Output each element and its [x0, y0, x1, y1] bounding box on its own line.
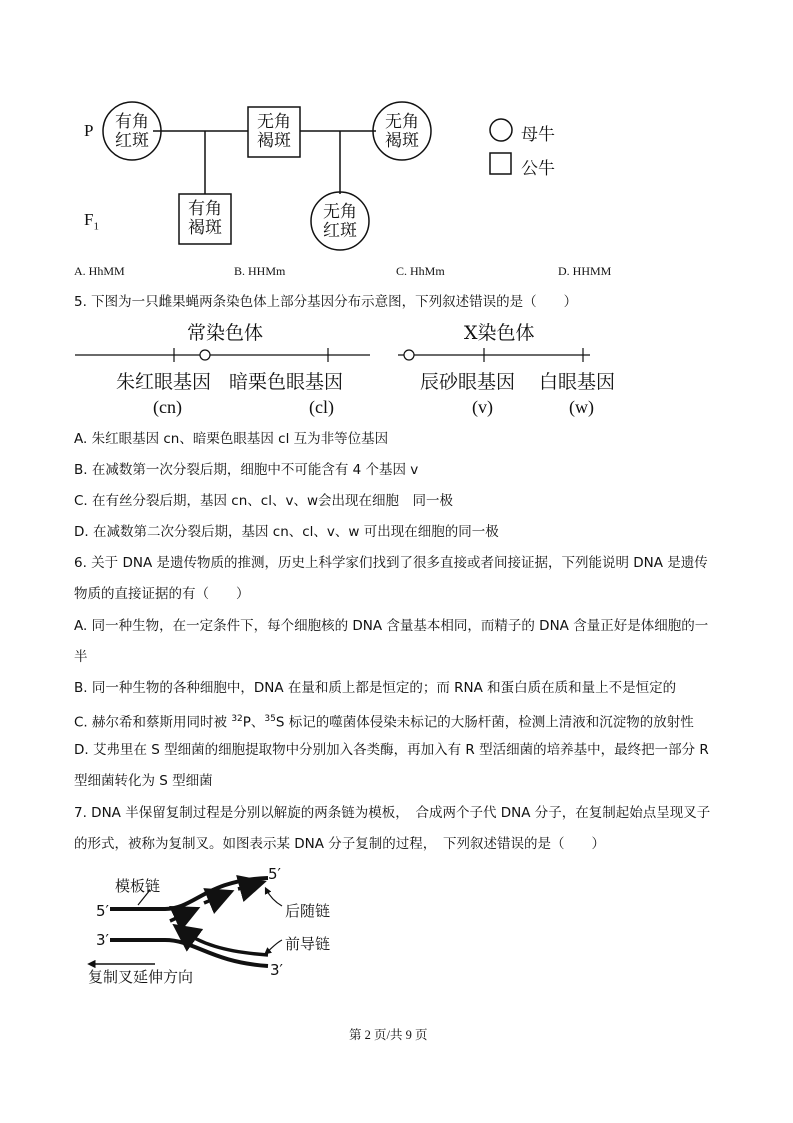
- gene-cn-name: 朱红眼基因: [116, 371, 212, 393]
- generation-p-label: P: [84, 121, 94, 140]
- q6-option-c-sup1: 32: [231, 714, 243, 724]
- x-chromosome-label: X染色体: [464, 322, 535, 344]
- q7-stem-line1: 7. DNA 半保留复制过程是分别以解旋的两条链为模板， 合成两个子代 DNA 分子，在复制起始点呈现叉子: [74, 805, 711, 821]
- q4-option-a: A. HhMM: [74, 264, 125, 278]
- q5-option-a: A. 朱红眼基因 cn、暗栗色眼基因 cl 互为非等位基因: [74, 431, 389, 447]
- page-footer: 第 2 页/共 9 页: [349, 1028, 428, 1042]
- fork-direction-label: 复制叉延伸方向: [88, 968, 194, 986]
- gene-w-symbol: (w): [569, 397, 594, 417]
- legend-male-label: 公牛: [521, 159, 555, 179]
- q5-stem: 5. 下图为一只雌果蝇两条染色体上部分基因分布示意图，下列叙述错误的是（ ）: [74, 294, 578, 310]
- end-5-top-label: 5′: [268, 865, 281, 883]
- lagging-strand-label: 后随链: [285, 902, 331, 920]
- q6-stem-line2: 物质的直接证据的有（ ）: [74, 586, 250, 602]
- gene-cl-name: 暗栗色眼基因: [229, 371, 344, 393]
- legend-female-label: 母牛: [521, 125, 555, 145]
- q4-option-c: C. HhMm: [396, 264, 445, 278]
- q6-option-c-pre: C. 赫尔希和蔡斯用同时被: [74, 714, 232, 731]
- q5-option-b: B. 在减数第一次分裂后期，细胞中不可能含有 4 个基因 v: [74, 462, 419, 478]
- autosome-label: 常染色体: [187, 322, 264, 344]
- gene-cl-symbol: (cl): [309, 397, 334, 417]
- end-3-bottom-label: 3′: [270, 961, 283, 979]
- q4-option-b: B. HHMm: [234, 264, 286, 278]
- p-father-trait2: 褐斑: [257, 131, 291, 151]
- q6-option-b: B. 同一种生物的各种细胞中，DNA 在量和质上都是恒定的；而 RNA 和蛋白质在质和量上不是恒定的: [74, 680, 677, 696]
- q6-option-a-line2: 半: [74, 649, 88, 665]
- q5-option-c: C. 在有丝分裂后期，基因 cn、cl、v、w会出现在细胞 同一极: [74, 493, 453, 509]
- gene-v-name: 辰砂眼基因: [420, 371, 516, 393]
- gene-cn-symbol: (cn): [153, 397, 182, 417]
- f1-male-trait1: 有角: [188, 199, 222, 219]
- q5-option-d: D. 在减数第二次分裂后期，基因 cn、cl、v、w 可出现在细胞的同一极: [74, 524, 499, 540]
- q6-option-c-post: S 标记的噬菌体侵染未标记的大肠杆菌，检测上清液和沉淀物的放射性: [275, 714, 694, 731]
- leading-strand-label: 前导链: [285, 935, 331, 953]
- p-mother2-trait1: 无角: [385, 112, 419, 132]
- q6-option-d-line1: D. 艾弗里在 S 型细菌的细胞提取物中分别加入各类酶，再加入有 R 型活细菌的培养基中，最终把一部分 R: [74, 742, 709, 758]
- f1-female-trait1: 无角: [323, 202, 357, 222]
- p-mother-trait1: 有角: [115, 112, 149, 132]
- end-3-left-label: 3′: [96, 931, 109, 949]
- f1-subscript: 1: [93, 220, 99, 233]
- gene-v-symbol: (v): [472, 397, 493, 417]
- gene-w-name: 白眼基因: [539, 371, 616, 393]
- template-strand-label: 模板链: [115, 877, 161, 895]
- q7-stem-line2: 的形式，被称为复制叉。如图表示某 DNA 分子复制的过程， 下列叙述错误的是（ ）: [74, 836, 606, 852]
- p-father-trait1: 无角: [257, 112, 291, 132]
- end-5-left-label: 5′: [96, 902, 109, 920]
- f1-letter: F: [84, 210, 94, 229]
- q6-stem-line1: 6. 关于 DNA 是遗传物质的推测，历史上科学家们找到了很多直接或者间接证据，下列能说明 DNA 是遗传: [74, 555, 708, 571]
- p-mother-trait2: 红斑: [115, 131, 149, 151]
- q6-option-c-mid: P、: [242, 714, 265, 731]
- p-mother2-trait2: 褐斑: [385, 131, 419, 151]
- q6-option-c-sup2: 35: [264, 714, 276, 724]
- q6-option-d-line2: 型细菌转化为 S 型细菌: [74, 773, 213, 789]
- f1-male-trait2: 褐斑: [188, 218, 222, 238]
- f1-female-trait2: 红斑: [323, 221, 357, 241]
- q4-option-d: D. HHMM: [558, 264, 612, 278]
- q6-option-a-line1: A. 同一种生物，在一定条件下，每个细胞核的 DNA 含量基本相同，而精子的 DNA 含量正好是体细胞的一: [74, 618, 709, 634]
